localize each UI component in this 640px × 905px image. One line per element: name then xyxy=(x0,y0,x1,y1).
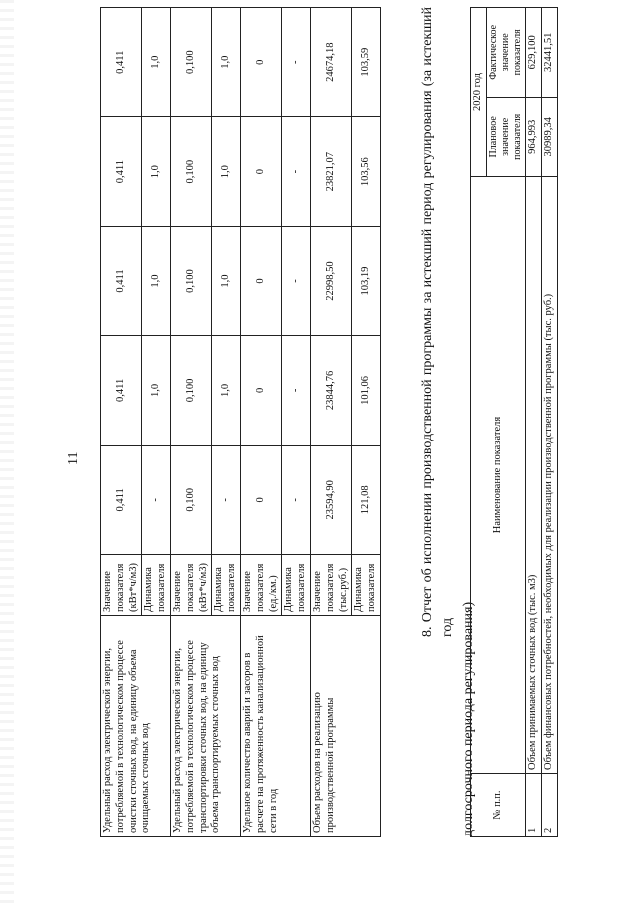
cell-value: 0,100 xyxy=(170,226,211,335)
subrow-label: Динамика показателя xyxy=(282,555,311,616)
row-no: 1 xyxy=(526,774,542,837)
cell-value: - xyxy=(142,445,171,554)
subrow-label: Динамика показателя xyxy=(212,555,241,616)
indicator-name: Объем расходов на реализацию производственной программы xyxy=(310,616,380,837)
cell-value: 121,08 xyxy=(352,445,381,554)
cell-value: 1,0 xyxy=(142,8,171,117)
cell-value: 1,0 xyxy=(212,336,241,445)
row-plan: 964,993 xyxy=(526,97,542,176)
cell-value: 103,19 xyxy=(352,226,381,335)
indicators-table xyxy=(100,7,381,837)
header-plan: Плановое значение показателя xyxy=(486,97,526,176)
header-year: 2020 год xyxy=(471,8,487,177)
cell-value: 0,411 xyxy=(101,445,142,554)
cell-value: - xyxy=(282,226,311,335)
cell-value: - xyxy=(282,336,311,445)
table-row xyxy=(542,8,558,837)
indicator-name: Удельный расход электрической энергии, потребляемой в технологическом процессе транспортировки сточных вод, на единицу объема транспортируемых сточных вод xyxy=(170,616,240,837)
row-no: 2 xyxy=(542,774,558,837)
cell-value: 23844,76 xyxy=(310,336,351,445)
subrow-label: Динамика показателя xyxy=(142,555,171,616)
header-fact: Фактическое значение показателя xyxy=(486,8,526,98)
cell-value: 0,100 xyxy=(170,117,211,226)
row-plan: 30989,34 xyxy=(542,97,558,176)
table-row xyxy=(240,8,281,837)
subrow-label: Значение показателя (тыс.руб.) xyxy=(310,555,351,616)
header-name: Наименование показателя xyxy=(471,177,526,774)
header-no: № п.п. xyxy=(471,774,526,837)
table-row xyxy=(170,8,211,837)
cell-value: 1,0 xyxy=(212,117,241,226)
page-number: 11 xyxy=(66,451,81,465)
heading-line: 8. Отчет об исполнении производственной программы за истекший период регулирования (за истекший год xyxy=(420,7,456,637)
cell-value: 0,411 xyxy=(101,117,142,226)
table-row xyxy=(526,8,542,837)
cell-value: 0 xyxy=(240,117,281,226)
indicator-name: Удельный расход электрической энергии, потребляемой в технологическом процессе очистки сточных вод, на единицу объема очищаемых сточных вод xyxy=(101,616,171,837)
cell-value: - xyxy=(282,445,311,554)
table-header-row xyxy=(471,8,487,837)
row-name: Объем принимаемых сточных вод (тыс. м3) xyxy=(526,177,542,774)
cell-value: 1,0 xyxy=(142,226,171,335)
cell-value: 24674,18 xyxy=(310,8,351,117)
row-fact: 32441,51 xyxy=(542,8,558,98)
cell-value: 0 xyxy=(240,336,281,445)
cell-value: - xyxy=(282,8,311,117)
subrow-label: Значение показателя (кВт*ч/м3) xyxy=(101,555,142,616)
subrow-label: Динамика показателя xyxy=(352,555,381,616)
cell-value: 0 xyxy=(240,8,281,117)
cell-value: 23594,90 xyxy=(310,445,351,554)
subrow-label: Значение показателя (кВт*ч/м3) xyxy=(170,555,211,616)
cell-value: 0,100 xyxy=(170,336,211,445)
cell-value: 0 xyxy=(240,445,281,554)
cell-value: 1,0 xyxy=(142,336,171,445)
indicator-name: Удельное количество аварий и засоров в расчете на протяженность канализационной сети в год xyxy=(240,616,310,837)
cell-value: 103,59 xyxy=(352,8,381,117)
cell-value: 1,0 xyxy=(212,226,241,335)
cell-value: - xyxy=(282,117,311,226)
cell-value: 0 xyxy=(240,226,281,335)
report-table xyxy=(470,7,558,837)
cell-value: 23821,07 xyxy=(310,117,351,226)
cell-value: 1,0 xyxy=(212,8,241,117)
heading-line: долгосрочного периода регулирования) xyxy=(460,601,476,837)
cell-value: - xyxy=(212,445,241,554)
row-fact: 629,100 xyxy=(526,8,542,98)
table-row xyxy=(310,8,351,837)
row-name: Объем финансовых потребностей, необходимых для реализации производственной программы (тыс. руб.) xyxy=(542,177,558,774)
cell-value: 0,411 xyxy=(101,226,142,335)
cell-value: 22998,50 xyxy=(310,226,351,335)
cell-value: 101,06 xyxy=(352,336,381,445)
cell-value: 0,411 xyxy=(101,8,142,117)
cell-value: 0,411 xyxy=(101,336,142,445)
table-row xyxy=(101,8,142,837)
cell-value: 1,0 xyxy=(142,117,171,226)
cell-value: 103,56 xyxy=(352,117,381,226)
cell-value: 0,100 xyxy=(170,445,211,554)
subrow-label: Значение показателя (ед./км.) xyxy=(240,555,281,616)
cell-value: 0,100 xyxy=(170,8,211,117)
